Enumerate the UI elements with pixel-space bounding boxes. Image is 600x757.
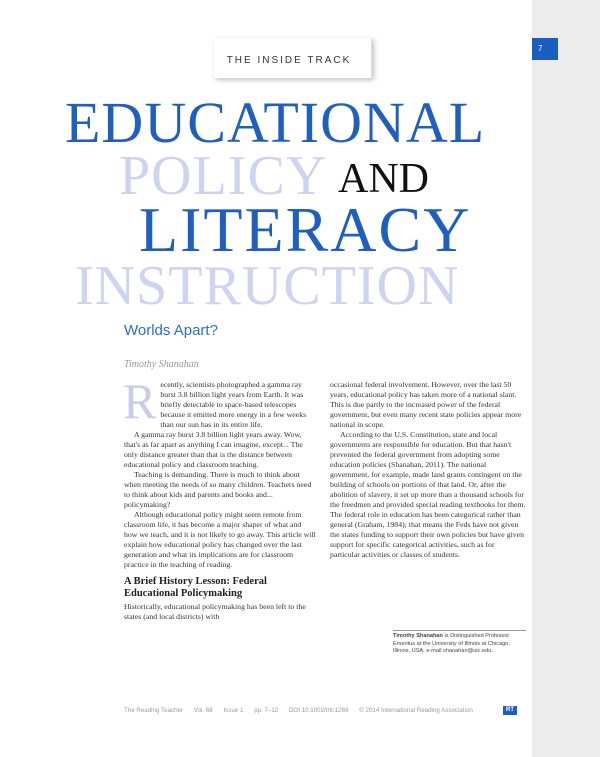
title-line-literacy: LITERACY (139, 194, 472, 265)
kicker: THE INSIDE TRACK (226, 55, 352, 66)
footer-pages: pp. 7–12 (254, 707, 279, 714)
paragraph: Teaching is demanding. There is much to think about when meeting the needs of so many children. Teachers need to think about kids and parents and books and... policymaking? (124, 470, 312, 509)
journal-logo: RT (503, 706, 517, 715)
title-line-and: AND (338, 156, 429, 202)
body-column-right (330, 380, 526, 560)
page-number-tab: 7 (532, 38, 558, 60)
section-heading: A Brief History Lesson: Federal Educational Policymaking (124, 576, 267, 599)
author-byline: Timothy Shanahan (124, 359, 199, 370)
page-footer (124, 707, 524, 714)
paragraph (123, 373, 316, 430)
body-column-left (123, 373, 316, 622)
footer-journal: The Reading Teacher (124, 707, 184, 714)
paragraph: A gamma ray burst 3.8 billion light years away. Wow, that's as far apart as anything I can imagine, except... The only distance greater than that is the distance between educational policy and classroom teaching. (124, 430, 303, 469)
bio-divider (393, 630, 526, 631)
title-line-policy: POLICY (119, 145, 328, 207)
right-margin-band (532, 0, 600, 757)
author-bio (393, 633, 528, 656)
paragraph: Historically, educational policymaking has been left to the states (and local districts) with (124, 602, 306, 621)
title-line-instruction: INSTRUCTION (75, 255, 460, 317)
bio-text: is Distinguished Professor Emeritus at the University of Illinois at Chicago, Illinois, USA; e-mail shanahan@uic.edu. (393, 633, 510, 654)
paragraph: Although educational policy might seem remote from classroom life, it has become a major shaper of what and how we teach, and it is not likely to go away. This article will explain how educational policy has changed over the last generation and what its implications are for classroom practice in the teaching of reading. (124, 510, 316, 569)
paragraph-text: ecently, scientists photographed a gamma ray burst 3.8 billion light years from Earth. It was briefly detectable to space-based telescopes because it emitted more energy in a few weeks than our sun has in its entire life. (160, 380, 307, 429)
subtitle: Worlds Apart? (124, 322, 218, 339)
paragraph: According to the U.S. Constitution, state and local governments are responsible for education. But that hasn't prevented the federal government from adopting some education policies (Shanahan, 2011). The national government, for example, made land grants contingent on the building of schools on portions of that land. Or, after the abolition of slavery, it set up more than a thousand schools for the freedmen and provided special reading textbooks for them. The federal role in education has been categorical rather than general (Graham, 1984); that means the Feds have not given the states funding to support their own policies but have given support for specific categorical activities, such as for particular activities or classes of students. (330, 430, 526, 559)
paragraph: occasional federal involvement. However, over the last 50 years, educational policy has taken more of a national slant. This is due partly to the increased power of the federal government, but even many recent state policies appear more national in scope. (330, 380, 522, 429)
bio-name: Timothy Shanahan (393, 633, 443, 639)
footer-copyright: © 2014 International Reading Association (359, 707, 473, 714)
footer-issue: Issue 1 (223, 707, 244, 714)
title-line-educational: EDUCATIONAL (65, 90, 486, 155)
drop-cap: R (123, 373, 157, 429)
footer-volume: Vol. 68 (193, 707, 213, 714)
footer-doi: DOI:10.1002/trtr.1269 (288, 707, 349, 714)
